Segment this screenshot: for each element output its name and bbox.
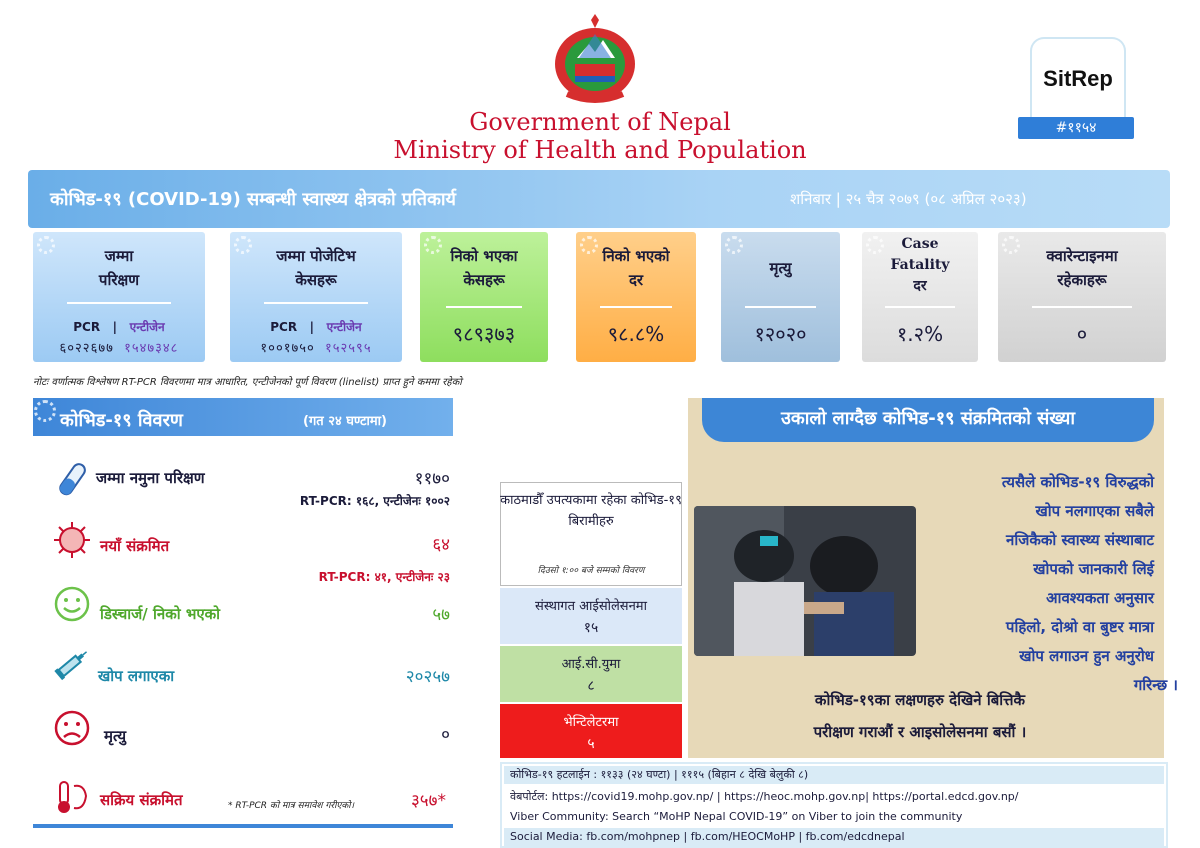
viber-community-text: Viber Community: Search “MoHP Nepal COVID-19” on Viber to join the community [504,808,1164,826]
new-cases-label: नयाँ संक्रमित [100,537,170,555]
discharged-value: ५७ [432,605,450,625]
card-deaths [721,232,840,362]
valley-title: काठमाडौँ उपत्यकामा रहेका कोभिड-१९ बिरामीहरु [500,493,682,529]
card-value: १२०२० [754,322,807,346]
card-value: ० [1076,322,1088,346]
card-sublabels: PCR | एन्टीजेन [73,320,165,334]
test-tube-icon [52,460,92,500]
sitrep-label: SitRep [1043,66,1113,91]
card-sublabels: PCR | एन्टीजेन [270,320,362,334]
death-label: मृत्यु [104,727,127,745]
card-value: १.२% [896,322,944,346]
sitrep-number-badge: #११५४ [1018,117,1134,139]
poster-line: पहिलो, दोश्रो वा बुष्टर मात्रा [1005,618,1154,636]
social-media-links[interactable]: Social Media: fb.com/mohpnep | fb.com/HEOCMoHP | fb.com/edcdnepal [504,828,1164,846]
government-title: Government of Nepal [469,108,731,136]
poster-line: खोप लगाउन हुन अनुरोध [1019,647,1154,665]
isolation-value: १५ [583,620,599,636]
left-panel-bottom-rule [33,824,453,828]
card-divider [67,302,170,304]
active-note: * RT-PCR को मात्र समावेश गरीएको। [228,801,355,811]
card-label: निको भएका केसहरू [450,247,518,289]
footnote: नोटः वर्णात्मक विश्लेषण RT-PCR विवरणमा मात्र आधारित, एन्टीजेनको पूर्ण विवरण (linelist) प्राप्त हुने कममा रहेको [33,377,462,388]
virus-icon [34,400,56,422]
poster-line: नजिकैको स्वास्थ्य संस्थाबाट [1006,531,1154,549]
hotline-text: कोभिड-१९ हटलाईन : ११३३ (२४ घण्टा) | १११५ (बिहान ८ देखि बेलुकी ८) [504,766,1164,784]
new-cases-breakdown: RT-PCR: ४१, एन्टीजेनः २३ [318,570,450,584]
card-recovery-rate [576,232,696,362]
card-subvalues: ६०२२६७७ १५४७३४८ [59,341,179,356]
ventilator-label: भेन्टिलेटरमा [563,715,619,730]
card-value: ९८.८% [607,322,665,346]
death-value: ० [441,725,450,745]
card-divider [446,306,523,308]
discharged-label: डिस्चार्ज/ निको भएको [100,605,221,623]
icu-value: ८ [587,678,595,694]
card-label: मृत्यु [769,259,792,277]
card-divider [264,302,367,304]
poster-heading: उकालो लाग्दैछ कोभिड-१९ संक्रमितको संख्या [781,408,1075,429]
left-panel-title: कोभिड-१९ विवरण [60,410,183,431]
poster-line: आवश्यकता अनुसार [1046,589,1154,607]
samples-label: जम्मा नमुना परिक्षण [96,469,205,487]
sad-face-icon [52,708,92,748]
icu-cell [500,646,682,702]
card-case-fatality [862,232,978,362]
virus-icon [52,520,92,560]
icu-label: आई.सी.युमा [561,657,621,672]
active-label: सक्रिय संक्रमित [100,791,183,809]
vaccination-photo [694,506,916,656]
card-divider [745,306,816,308]
poster-line: खोप नलगाएका सबैले [1035,502,1154,520]
poster-line: खोपको जानकारी लिई [1033,560,1154,578]
banner-title: कोभिड-१९ (COVID-19) सम्बन्धी स्वास्थ्य क्षेत्रको प्रतिकार्य [50,189,456,210]
card-divider [885,306,955,308]
thermometer-icon [52,776,92,816]
card-total-tests [33,232,205,362]
vaccinated-value: २०२५७ [405,667,450,687]
card-total-positive [230,232,402,362]
samples-breakdown: RT-PCR: १६८, एन्टीजेनः १००२ [299,494,450,508]
card-label: जम्मा पोजेटिभ केसहरू [276,247,356,289]
ministry-title: Ministry of Health and Population [393,136,807,164]
banner-date: शनिबार | २५ चैत्र २०७९ (०८ अप्रिल २०२३) [790,190,1027,208]
card-label: Case Fatality दर [890,236,950,294]
card-label: जम्मा परिक्षण [98,247,140,289]
card-divider [600,306,672,308]
vaccinated-label: खोप लगाएका [98,667,175,685]
ventilator-cell [500,704,682,758]
left-panel-subtitle: (गत २४ घण्टामा) [303,414,387,429]
valley-time-note: दिउसो १:०० बजे सम्मको विवरण [537,566,645,576]
isolation-cell [500,588,682,644]
poster-line: त्यसैले कोभिड-१९ विरुद्धको [1001,473,1154,491]
ventilator-value: ५ [587,736,595,752]
poster-footer-line: कोभिड-१९का लक्षणहरु देखिने बित्तिकै [814,691,1026,709]
nepal-emblem-logo [545,14,645,106]
card-subvalues: १००१७५० १५२५९५ [260,341,372,356]
card-quarantine [998,232,1166,362]
card-recovered [420,232,548,362]
smile-icon [52,584,92,624]
poster-line: गरिन्छ । [1133,676,1178,694]
card-value: ९८९३७३ [452,322,516,346]
samples-value: ११७० [414,469,450,489]
new-cases-value: ६४ [432,535,450,555]
isolation-label: संस्थागत आईसोलेसनमा [535,599,647,614]
poster-footer-line: परीक्षण गराऔं र आइसोलेसनमा बसौं । [813,723,1027,741]
active-value: ३५७* [410,791,446,811]
card-divider [1032,306,1133,308]
syringe-icon [52,644,92,684]
virus-icon [725,236,743,254]
card-label: क्वारेन्टाइनमा रहेकाहरू [1046,247,1118,289]
web-portal-links[interactable]: वेबपोर्टल: https://covid19.mohp.gov.np/ | https://heoc.mohp.gov.np| https://portal.edcd.gov.np/ [504,788,1164,806]
card-label: निको भएको दर [602,247,670,289]
